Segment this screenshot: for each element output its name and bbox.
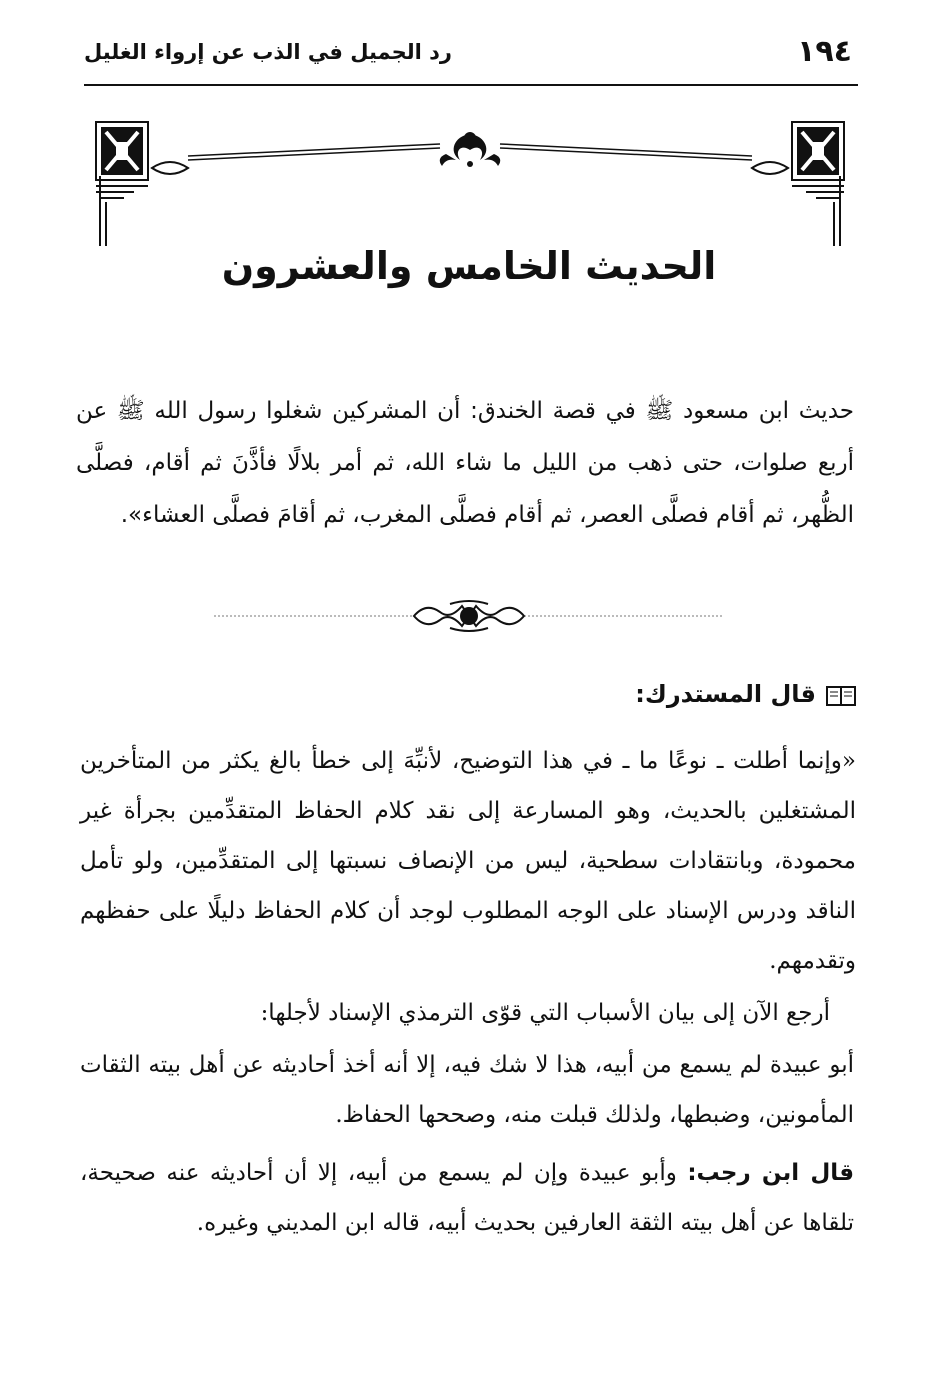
paragraph-ibn-rajab (80, 1148, 854, 1248)
paragraph-abu-ubayda: أبو عبيدة لم يسمع من أبيه، هذا لا شك فيه، إلا أنه أخذ أحاديثه عن أهل بيته الثقات المأمونين، وضبطها، ولذلك قبلت منه، وصححها الحفاظ. (80, 1052, 854, 1128)
paragraph-reasons: أرجع الآن إلى بيان الأسباب التي قوّى الترمذي الإسناد لأجلها: (260, 1000, 830, 1026)
body-quote: «وإنما أطلت ـ نوعًا ما ـ في هذا التوضيح، لأنبِّهَ إلى خطأ بالغ يكثر من المتأخرين المشتغلين بالحديث، وهو المسارعة إلى نقد كلام الحفاظ المتقدِّمين بجرأة غير محمودة، وبانتقادات سطحية، ليس من الإنصاف نسبتها إلى المتقدِّمين، ولو تأمل الناقد ودرس الإسناد على الوجه المطلوب لوجد أن كلام الحفاظ دليلًا على حفظهم وتقدمهم. (80, 748, 856, 974)
frame-right-ornament-icon (752, 122, 844, 246)
chapter-ornamental-frame (94, 116, 846, 252)
ibn-rajab-text: وأبو عبيدة وإن لم يسمع من أبيه، إلا أن أحاديثه عنه صحيحة، تلقاها عن أهل بيته الثقة العارفين بحديث أبيه، قاله ابن المديني وغيره. (80, 1160, 854, 1236)
hadith-text: حديث ابن مسعود ﷺ في قصة الخندق: أن المشركين شغلوا رسول الله ﷺ عن أربع صلوات، حتى ذهب من الليل ما شاء الله، ثم أمر بلالًا فأذَّنَ ثم أقام، فصلَّى الظُّهر، ثم أقام فصلَّى العصر، ثم أقام فصلَّى المغرب، ثم أقامَ فصلَّى العشاء». (76, 398, 854, 528)
section-divider-ornament-icon (214, 596, 724, 636)
header-rule (84, 84, 858, 86)
open-book-icon (826, 685, 856, 713)
running-title: رد الجميل في الذب عن إرواء الغليل (84, 40, 453, 64)
ibn-rajab-label: قال ابن رجب: (687, 1160, 855, 1186)
section-heading (635, 680, 856, 713)
section-heading-label: قال المستدرك: (635, 680, 816, 708)
chapter-title: الحديث الخامس والعشرون (221, 244, 717, 288)
page-number: ١٩٤ (797, 34, 852, 69)
frame-center-flourish-icon (440, 132, 501, 167)
frame-left-ornament-icon (96, 122, 188, 246)
